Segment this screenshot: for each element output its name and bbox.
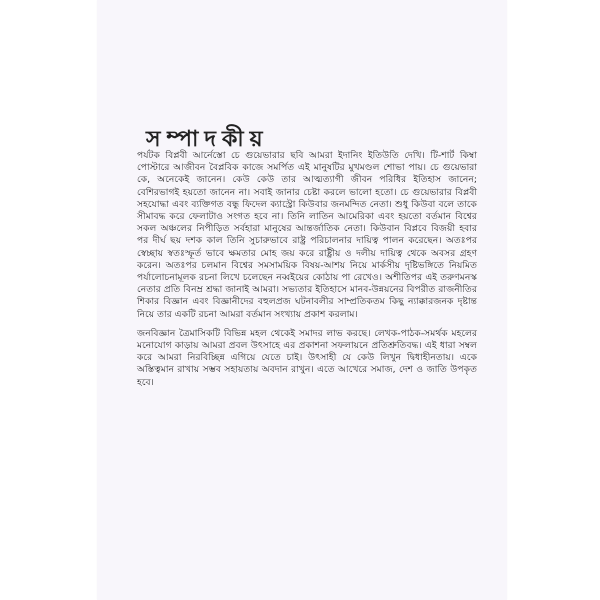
- editorial-paragraph-2: জনবিজ্ঞান ত্রৈমাসিকটি বিভিন্ন মহল থেকেই সমাদর লাভ করছে। লেখক-পাঠক-সমর্থক মহলের মনোযোগ কাড়ায় আমরা প্রবল উৎসাহে এর প্রকাশনা সফলায়নে প্রতিশ্রুতিবদ্ধ। এই ধারা সম্বল করে আমরা নিরবিচ্ছিন্ন এগিয়ে যেতে চাই। উৎসাহী যে কেউ লিখুন দ্বিধাহীনতায়। একে অস্তিত্বমান রাখায় সম্ভব সহায়তায় অবদান রাখুন। এতে আখেরে সমাজ, দেশ ও জাতি উপকৃত হবে।: [137, 327, 477, 388]
- editorial-body: [137, 150, 477, 389]
- editorial-paragraph-1: পর্যটক বিপ্লবী আর্নেস্তো চে গুয়েভারার ছবি আমরা ইদানিং ইতিউতি দেখি। টি-শার্ট কিম্বা পোস্টারে আজীবন বৈপ্লবিক কাজে সমর্পিত এই মানুষটির মুখমণ্ডল শোভা পায়। চে গুয়েভারা কে, অনেকেই জানেন। কেউ কেউ তার আত্মত্যাগী জীবন পরিধির ইতিহাস জানেন; বেশিরভাগই হয়তো জানেন না। সবাই জানার চেষ্টা করলে ভালো হতো। চে গুয়েভারার বিপ্লবী সহযোদ্ধা এবং ব্যক্তিগত বন্ধু ফিদেল ক্যাস্ট্রো কিউবার জনমন্দিত নেতা। শুধু কিউবা বলে তাকে সীমাবদ্ধ করে ফেলাটাও সংগত হবে না। তিনি লাতিন আমেরিকা এবং হয়তো বর্তমান বিশ্বের সকল অঞ্চলের নিপীড়িত সর্বহারা মানুষের আন্তর্জাতিক নেতা। কিউবান বিপ্লবে বিজয়ী হবার পর দীর্ঘ ছয় দশক কাল তিনি সুচারুভাবে রাষ্ট্র পরিচালনার দায়িত্ব পালন করেছেন। অতঃপর স্বেচ্ছায় স্বতঃস্ফূর্ত ভাবে ক্ষমতার মোহ জয় করে রাষ্ট্রীয় ও দলীয় দায়িত্ব থেকে অবসর গ্রহণ করেন। অতঃপর চলমান বিশ্বের সমসাময়িক বিষয়-আশয় নিয়ে মার্কসীয় দৃষ্টিভঙ্গিতে নিয়মিত পর্যালোচনামূলক রচনা লিখে চলেছেন নব্বইয়ের কোঠায় পা রেখেও। অশীতিপর এই তরুণমনস্ক নেতার প্রতি বিনম্র শ্রদ্ধা জানাই আমরা। সভ্যতার ইতিহাসে মানব-উন্নয়নের বিপরীত রাজনীতির শিকার বিজ্ঞান এবং বিজ্ঞানীদের বহুলপ্রজ ঘটনাবলীর সাম্প্রতিকতম কিছু ন্যাক্কারজনক দৃষ্টান্ত নিয়ে তার একটি রচনা আমরা বর্তমান সংখ্যায় প্রকাশ করলাম।: [137, 150, 477, 320]
- editorial-heading: সম্পাদকীয়: [146, 127, 269, 152]
